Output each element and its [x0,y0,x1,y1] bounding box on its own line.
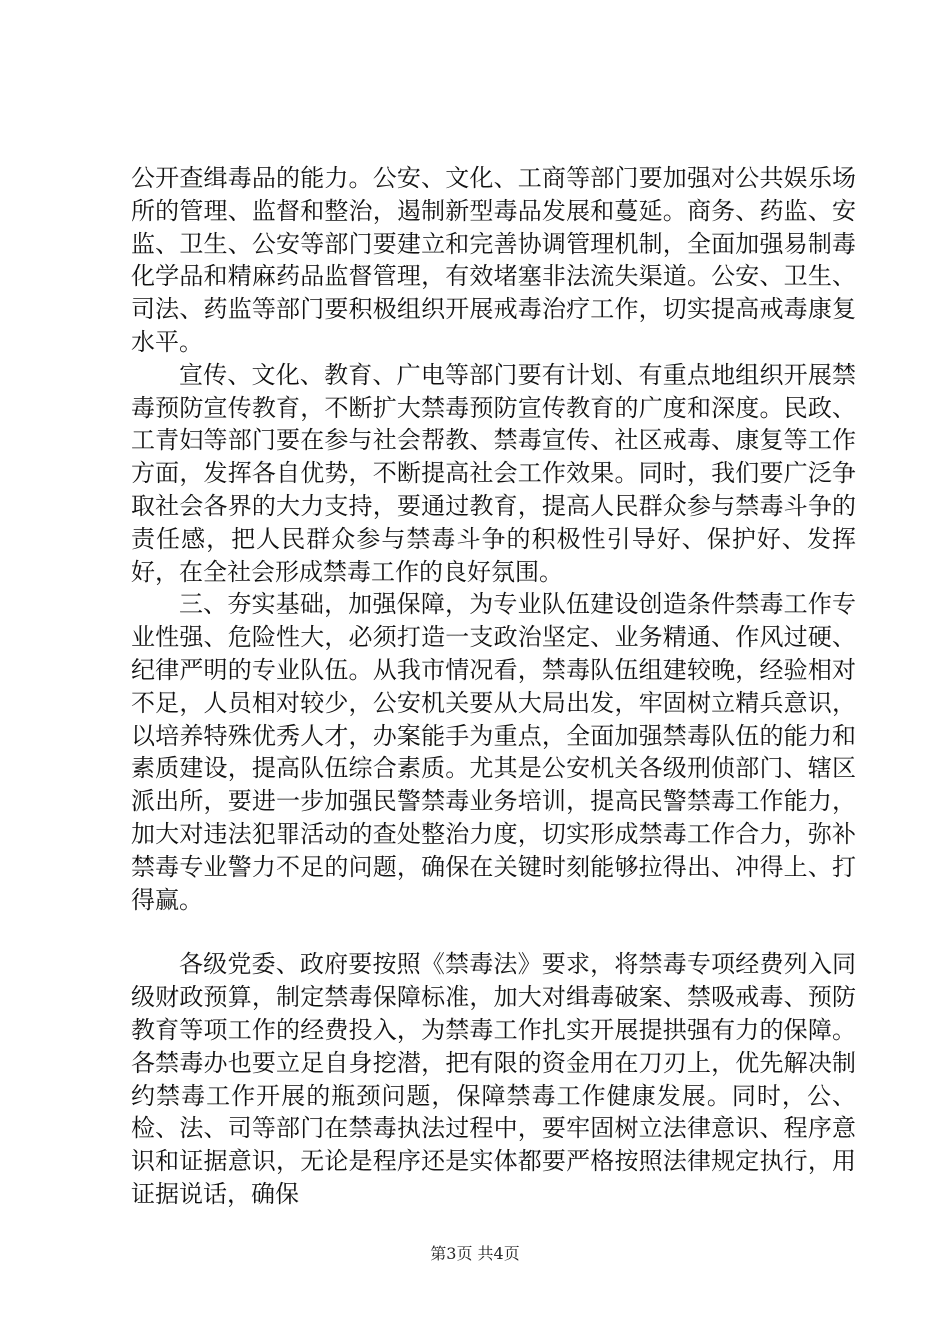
paragraph-3: 三、夯实基础，加强保障，为专业队伍建设创造条件禁毒工作专业性强、危险性大，必须打造一支政治坚定、业务精通、作风过硬、纪律严明的专业队伍。从我市情况看，禁毒队伍组建较晚，经验相对不足，人员相对较少，公安机关要从大局出发，牢固树立精兵意识，以培养特殊优秀人才，办案能手为重点，全面加强禁毒队伍的能力和素质建设，提高队伍综合素质。尤其是公安机关各级刑侦部门、辖区派出所，要进一步加强民警禁毒业务培训，提高民警禁毒工作能力，加大对违法犯罪活动的查处整治力度，切实形成禁毒工作合力，弥补禁毒专业警力不足的问题，确保在关键时刻能够拉得出、冲得上、打得赢。 [131,590,856,914]
document-body [131,162,856,1211]
paragraph-4: 各级党委、政府要按照《禁毒法》要求，将禁毒专项经费列入同级财政预算，制定禁毒保障标准，加大对缉毒破案、禁吸戒毒、预防教育等项工作的经费投入，为禁毒工作扎实开展提拱强有力的保障。各禁毒办也要立足自身挖潜，把有限的资金用在刀刃上，优先解决制约禁毒工作开展的瓶颈问题，保障禁毒工作健康发展。同时，公、检、法、司等部门在禁毒执法过程中，要牢固树立法律意识、程序意识和证据意识，无论是程序还是实体都要严格按照法律规定执行，用证据说话，确保 [131,950,856,1208]
paragraph-gap [131,916,856,948]
page-number-footer: 第3页 共4页 [430,1244,520,1263]
paragraph-1: 公开查缉毒品的能力。公安、文化、工商等部门要加强对公共娱乐场所的管理、监督和整治，遏制新型毒品发展和蔓延。商务、药监、安监、卫生、公安等部门要建立和完善协调管理机制，全面加强易制毒化学品和精麻药品监督管理，有效堵塞非法流失渠道。公安、卫生、司法、药监等部门要积极组织开展戒毒治疗工作，切实提高戒毒康复水平。 [131,164,856,356]
paragraph-2: 宣传、文化、教育、广电等部门要有计划、有重点地组织开展禁毒预防宣传教育，不断扩大禁毒预防宣传教育的广度和深度。民政、工青妇等部门要在参与社会帮教、禁毒宣传、社区戒毒、康复等工作方面，发挥各自优势，不断提高社会工作效果。同时，我们要广泛争取社会各界的大力支持，要通过教育，提高人民群众参与禁毒斗争的责任感，把人民群众参与禁毒斗争的积极性引导好、保护好、发挥好，在全社会形成禁毒工作的良好氛围。 [131,360,856,586]
